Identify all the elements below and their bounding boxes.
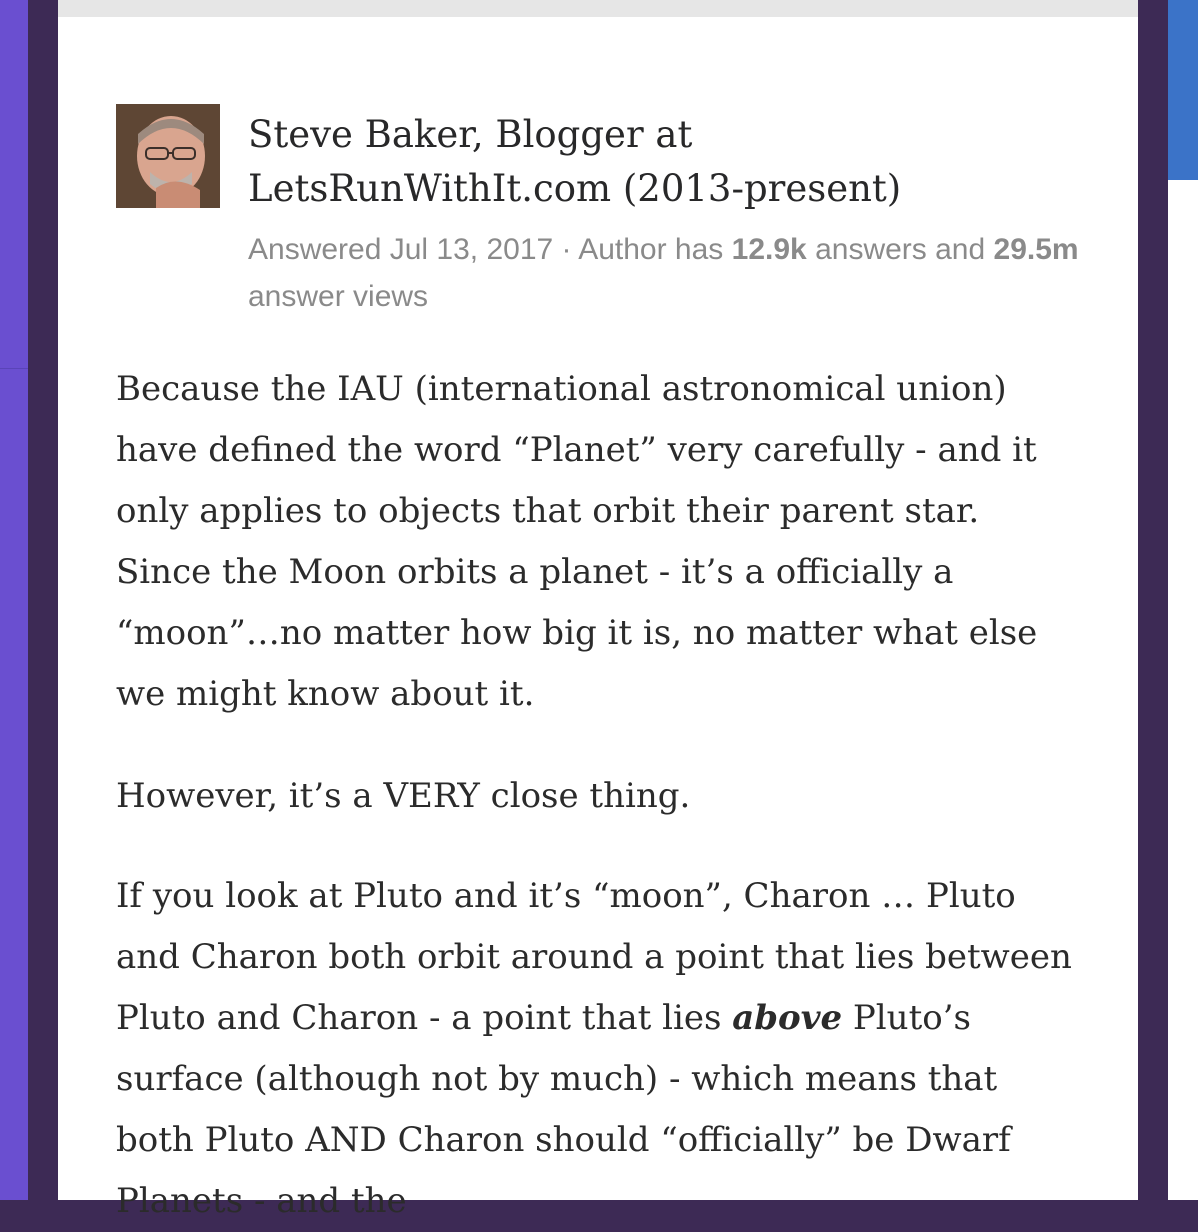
paragraph-3-emphasis: above — [732, 998, 843, 1038]
answer-meta — [248, 226, 1108, 320]
author-name-line2: LetsRunWithIt.com (2013-present) — [248, 167, 902, 210]
left-frame — [28, 0, 58, 1200]
left-background — [0, 0, 28, 1200]
views-label: answer views — [248, 280, 429, 313]
right-frame — [1138, 0, 1168, 1200]
answers-count: 12.9k — [731, 233, 807, 266]
answer-paragraph-2: However, it’s a VERY close thing. — [116, 776, 691, 816]
paragraph-3-start: If you look at Pluto and it’s “moon”, Charon … Pluto and Charon both orbit around a point that lies between Pluto and Charon - a point that lies — [116, 876, 1072, 1038]
views-count: 29.5m — [993, 233, 1079, 266]
answered-date: Answered Jul 13, 2017 · Author has — [248, 233, 724, 266]
paragraph-3-rest: Pluto’s surface (although not by much) - which means that both Pluto AND Charon should “officially” be Dwarf Planets - and the — [116, 998, 1011, 1221]
left-divider — [0, 368, 28, 369]
author-credential[interactable] — [248, 108, 1068, 216]
author-name-line1: Steve Baker, Blogger at — [248, 113, 693, 156]
right-edge-panel — [1168, 0, 1198, 1200]
answer-paragraph-1: Because the IAU (international astronomical union) have defined the word “Planet” very carefully - and it only applies to objects that orbit their parent star. Since the Moon orbits a planet - it’s a officially a “moon”…no matter how big it is, no matter what else we might know about it. — [116, 369, 1038, 714]
answers-label: answers and — [815, 233, 986, 266]
card-top-bar — [58, 0, 1138, 17]
answer-card — [58, 0, 1138, 1221]
right-side-tab[interactable] — [1168, 0, 1198, 180]
author-avatar[interactable] — [116, 104, 220, 208]
avatar-photo-icon — [116, 104, 220, 208]
answer-paragraph-3 — [116, 866, 1076, 1232]
